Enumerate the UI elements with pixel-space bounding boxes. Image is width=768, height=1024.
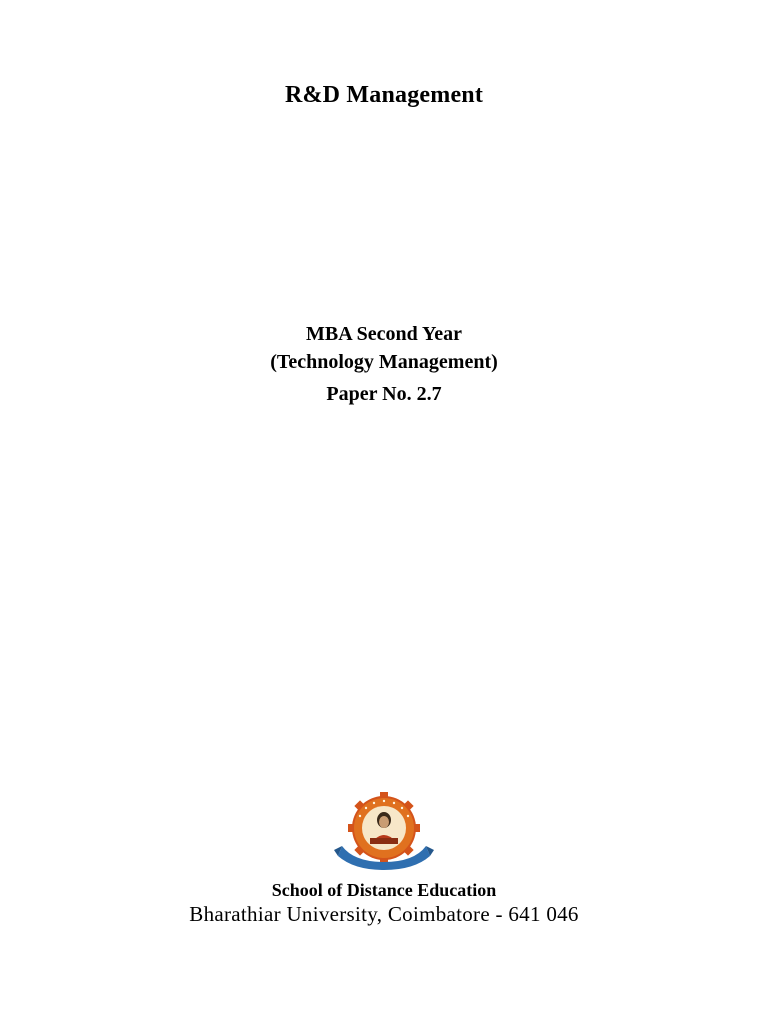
paper-number: Paper No. 2.7 (326, 383, 442, 405)
school-name: School of Distance Education (271, 880, 497, 900)
specialization-label: (Technology Management) (270, 351, 498, 373)
document-title: R&D Management (284, 82, 484, 108)
program-label: MBA Second Year (306, 323, 462, 345)
university-name: Bharathiar University, Coimbatore - 641 046 (189, 902, 579, 926)
course-details (0, 320, 768, 408)
university-emblem-icon (334, 790, 434, 872)
